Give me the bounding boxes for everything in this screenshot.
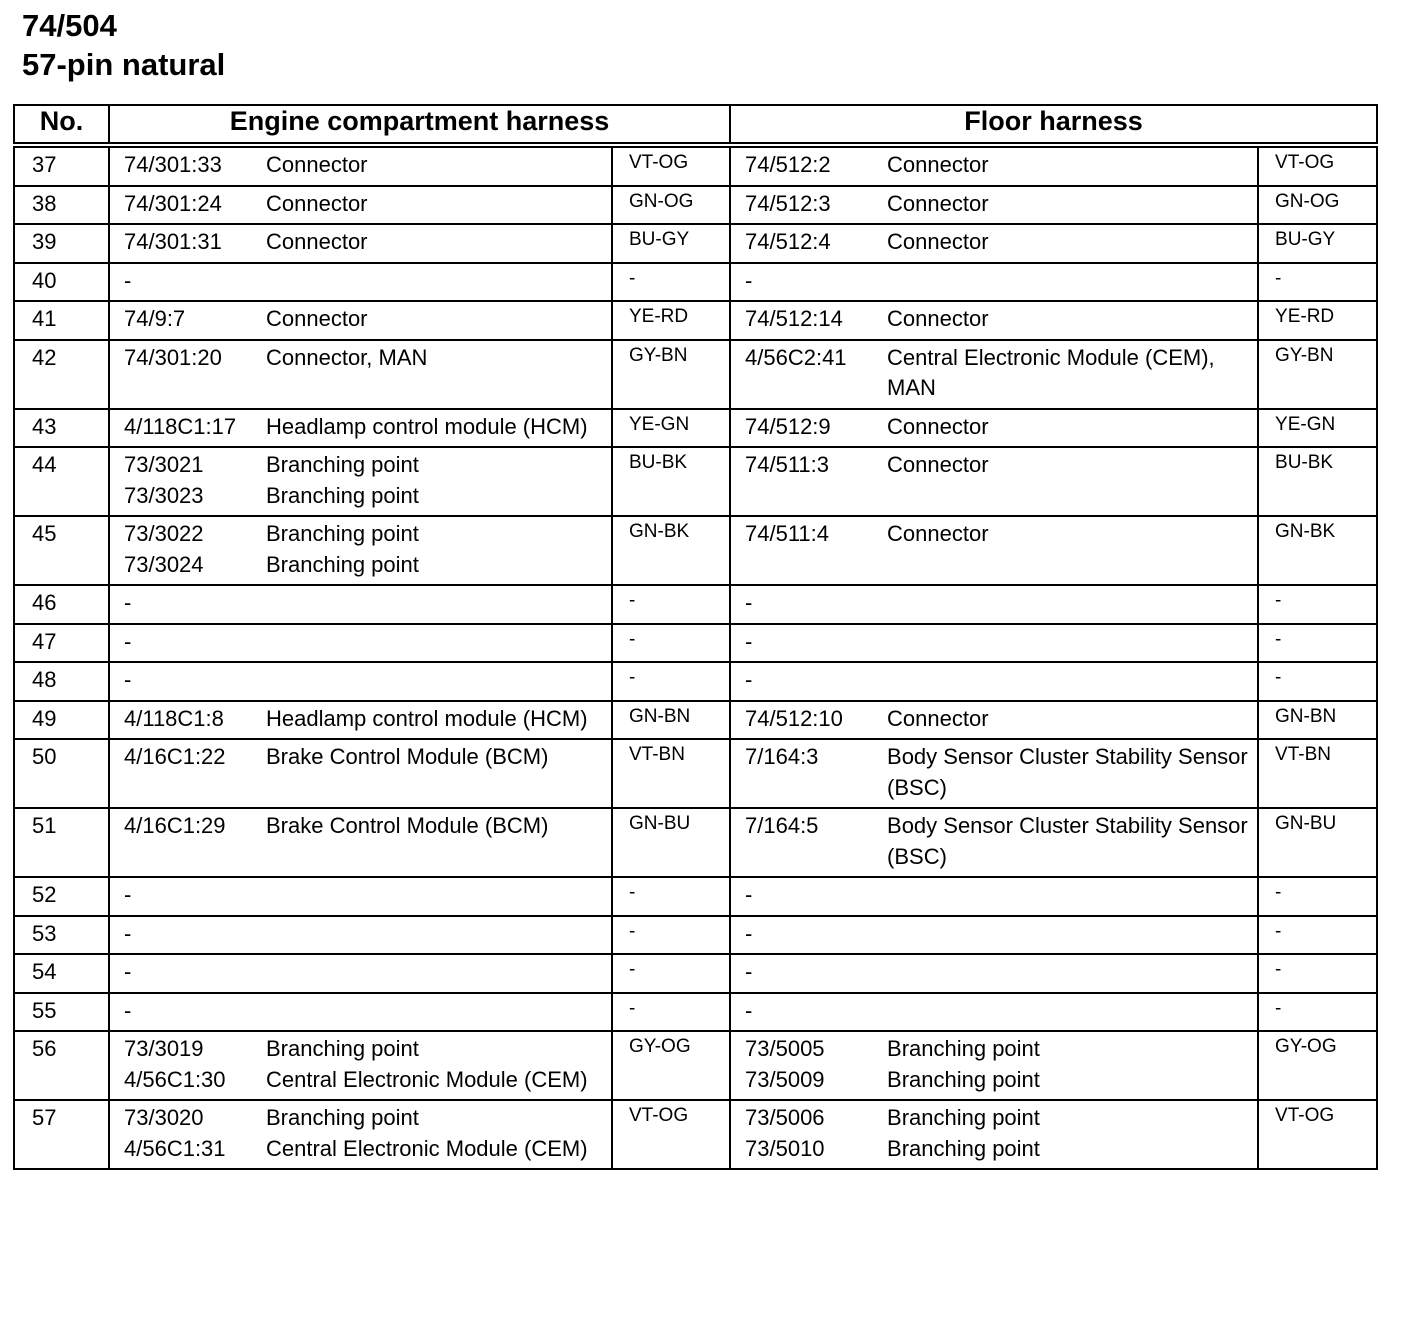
harness-entry: [124, 1065, 607, 1096]
engine-wire-color: -: [612, 662, 730, 701]
component-name: Connector: [266, 306, 368, 331]
pin-number: 47: [14, 624, 109, 663]
table-row: [14, 1100, 1377, 1169]
harness-entry: [124, 665, 607, 696]
floor-harness-cell: [730, 409, 1258, 448]
engine-wire-color: GN-BN: [612, 701, 730, 740]
floor-wire-color: GN-BN: [1258, 701, 1377, 740]
harness-entry: [745, 150, 1253, 181]
floor-harness-cell: [730, 916, 1258, 955]
table-row: [14, 263, 1377, 302]
engine-harness-cell: [109, 662, 612, 701]
engine-harness-cell: [109, 263, 612, 302]
engine-wire-color: VT-BN: [612, 739, 730, 808]
floor-harness-cell: [730, 624, 1258, 663]
harness-entry: [745, 811, 1253, 872]
connector-ref: -: [745, 667, 753, 692]
connector-ref: 74/512:10: [745, 705, 843, 731]
table-row: [14, 409, 1377, 448]
component-name: [887, 996, 1253, 1027]
component-name: Connector: [887, 705, 989, 731]
floor-harness-cell: [730, 263, 1258, 302]
pin-number: 38: [14, 186, 109, 225]
harness-entry: [124, 957, 607, 988]
floor-wire-color: GY-OG: [1258, 1031, 1377, 1100]
component-name: Connector: [266, 229, 368, 254]
floor-wire-color: BU-GY: [1258, 224, 1377, 263]
connector-ref: 74/512:3: [745, 190, 831, 216]
header-no: No.: [14, 105, 109, 145]
table-row: [14, 516, 1377, 585]
pin-number: 39: [14, 224, 109, 263]
connector-ref: 4/56C2:41: [745, 344, 847, 370]
floor-wire-color: VT-OG: [1258, 1100, 1377, 1169]
floor-wire-color: -: [1258, 662, 1377, 701]
floor-wire-color: YE-RD: [1258, 301, 1377, 340]
pin-number: 50: [14, 739, 109, 808]
engine-harness-cell: [109, 701, 612, 740]
harness-entry: [745, 412, 1253, 443]
table-row: [14, 916, 1377, 955]
engine-harness-cell: [109, 877, 612, 916]
engine-wire-color: -: [612, 916, 730, 955]
engine-harness-cell: [109, 409, 612, 448]
connector-ref: 74/512:4: [745, 229, 831, 254]
connector-ref: -: [745, 882, 753, 907]
engine-wire-color: -: [612, 624, 730, 663]
table-row: [14, 301, 1377, 340]
harness-entry: [745, 704, 1253, 735]
component-name: [887, 880, 1253, 911]
connector-ref: 73/5010: [745, 1135, 825, 1161]
engine-harness-cell: [109, 145, 612, 186]
table-row: [14, 145, 1377, 186]
component-name: [887, 588, 1253, 619]
floor-harness-cell: [730, 516, 1258, 585]
connector-ref: -: [124, 959, 132, 984]
harness-entry: [124, 627, 607, 658]
engine-harness-cell: [109, 585, 612, 624]
connector-ref: -: [745, 920, 753, 946]
engine-wire-color: GY-OG: [612, 1031, 730, 1100]
component-name: Branching point: [266, 551, 419, 577]
harness-entry: [124, 412, 607, 443]
pin-number: 57: [14, 1100, 109, 1169]
connector-ref: -: [124, 997, 132, 1023]
component-name: Connector: [887, 521, 989, 546]
harness-entry: [124, 1134, 607, 1165]
harness-entry: [745, 1134, 1253, 1165]
table-row: [14, 585, 1377, 624]
table-row: [14, 808, 1377, 877]
component-name: Branching point: [266, 521, 419, 546]
component-name: Body Sensor Cluster Stability Sensor (BSC): [887, 744, 1248, 800]
harness-entry: [124, 996, 607, 1027]
connector-ref: 74/9:7: [124, 306, 186, 331]
harness-entry: [745, 627, 1253, 658]
pin-number: 45: [14, 516, 109, 585]
engine-wire-color: -: [612, 954, 730, 993]
component-name: Connector: [266, 152, 368, 177]
pin-number: 44: [14, 447, 109, 516]
floor-wire-color: VT-BN: [1258, 739, 1377, 808]
floor-wire-color: VT-OG: [1258, 145, 1377, 186]
floor-harness-cell: [730, 186, 1258, 225]
pin-number: 53: [14, 916, 109, 955]
header-floor-harness: Floor harness: [730, 105, 1377, 145]
floor-harness-cell: [730, 224, 1258, 263]
harness-entry: [124, 1103, 607, 1134]
connector-ref: -: [745, 997, 753, 1023]
floor-wire-color: -: [1258, 263, 1377, 302]
engine-harness-cell: [109, 916, 612, 955]
component-name: [266, 880, 607, 911]
floor-harness-cell: [730, 877, 1258, 916]
engine-wire-color: -: [612, 263, 730, 302]
floor-wire-color: GN-BU: [1258, 808, 1377, 877]
floor-wire-color: -: [1258, 954, 1377, 993]
component-name: [887, 919, 1253, 950]
pin-number: 54: [14, 954, 109, 993]
harness-entry: [745, 304, 1253, 335]
harness-entry: [124, 519, 607, 550]
harness-entry: [124, 266, 607, 297]
engine-harness-cell: [109, 447, 612, 516]
engine-wire-color: YE-GN: [612, 409, 730, 448]
engine-harness-cell: [109, 1100, 612, 1169]
harness-entry: [124, 550, 607, 581]
engine-harness-cell: [109, 340, 612, 409]
component-name: [266, 996, 607, 1027]
engine-wire-color: VT-OG: [612, 145, 730, 186]
connector-ref: -: [124, 267, 132, 293]
harness-entry: [745, 1065, 1253, 1096]
component-name: Branching point: [887, 1066, 1040, 1092]
connector-id-title: 74/504: [22, 8, 117, 43]
harness-entry: [124, 450, 607, 481]
harness-entry: [745, 588, 1253, 619]
pin-number: 51: [14, 808, 109, 877]
harness-entry: [745, 519, 1253, 550]
component-name: Branching point: [266, 1105, 419, 1130]
harness-entry: [745, 343, 1253, 404]
connector-ref: 4/118C1:8: [124, 705, 224, 731]
harness-entry: [124, 304, 607, 335]
engine-wire-color: GN-BK: [612, 516, 730, 585]
connector-ref: 74/511:3: [745, 452, 830, 477]
floor-harness-cell: [730, 1100, 1258, 1169]
table-row: [14, 877, 1377, 916]
floor-harness-cell: [730, 808, 1258, 877]
engine-wire-color: YE-RD: [612, 301, 730, 340]
pin-number: 42: [14, 340, 109, 409]
harness-entry: [124, 588, 607, 619]
engine-wire-color: BU-BK: [612, 447, 730, 516]
floor-wire-color: GN-BK: [1258, 516, 1377, 585]
engine-wire-color: VT-OG: [612, 1100, 730, 1169]
floor-wire-color: BU-BK: [1258, 447, 1377, 516]
harness-entry: [745, 880, 1253, 911]
table-row: [14, 224, 1377, 263]
engine-harness-cell: [109, 516, 612, 585]
harness-entry: [124, 880, 607, 911]
pin-number: 55: [14, 993, 109, 1032]
pin-number: 52: [14, 877, 109, 916]
pin-number: 37: [14, 145, 109, 186]
component-name: Connector: [887, 306, 989, 331]
table-row: [14, 186, 1377, 225]
connector-ref: 4/16C1:29: [124, 813, 226, 838]
component-name: [887, 665, 1253, 696]
table-row: [14, 701, 1377, 740]
component-name: Connector, MAN: [266, 344, 428, 370]
harness-entry: [124, 343, 607, 374]
floor-wire-color: -: [1258, 877, 1377, 916]
component-name: Connector: [887, 413, 989, 439]
connector-ref: 74/512:9: [745, 413, 831, 439]
component-name: Central Electronic Module (CEM), MAN: [887, 344, 1215, 400]
component-name: Brake Control Module (BCM): [266, 813, 549, 838]
harness-entry: [124, 481, 607, 512]
connector-ref: 73/3024: [124, 551, 204, 577]
engine-wire-color: GN-OG: [612, 186, 730, 225]
component-name: Central Electronic Module (CEM): [266, 1135, 588, 1161]
table-row: [14, 954, 1377, 993]
table-row: [14, 739, 1377, 808]
floor-wire-color: -: [1258, 624, 1377, 663]
component-name: [266, 957, 607, 988]
connector-ref: 4/16C1:22: [124, 744, 226, 769]
connector-ref: 7/164:5: [745, 813, 819, 838]
engine-harness-cell: [109, 954, 612, 993]
table-body: [14, 145, 1377, 1169]
harness-entry: [124, 189, 607, 220]
connector-ref: 73/3023: [124, 482, 204, 508]
connector-ref: 73/5005: [745, 1036, 825, 1061]
component-name: Connector: [887, 190, 989, 216]
component-name: Body Sensor Cluster Stability Sensor (BSC): [887, 813, 1248, 869]
harness-entry: [745, 1034, 1253, 1065]
harness-entry: [745, 1103, 1253, 1134]
floor-harness-cell: [730, 145, 1258, 186]
component-name: [266, 588, 607, 619]
engine-harness-cell: [109, 301, 612, 340]
component-name: Branching point: [887, 1135, 1040, 1161]
floor-harness-cell: [730, 954, 1258, 993]
connector-ref: 74/301:33: [124, 152, 222, 177]
connector-ref: 73/5009: [745, 1066, 825, 1092]
component-name: Connector: [887, 229, 989, 254]
connector-ref: 73/3022: [124, 521, 204, 546]
connector-ref: 7/164:3: [745, 744, 819, 769]
component-name: [266, 627, 607, 658]
connector-ref: 73/3020: [124, 1105, 204, 1130]
engine-harness-cell: [109, 1031, 612, 1100]
connector-description-title: 57-pin natural: [22, 47, 226, 82]
connector-ref: -: [124, 920, 132, 946]
table-row: [14, 447, 1377, 516]
harness-entry: [124, 811, 607, 842]
floor-harness-cell: [730, 662, 1258, 701]
component-name: Central Electronic Module (CEM): [266, 1066, 588, 1092]
table-row: [14, 340, 1377, 409]
engine-harness-cell: [109, 624, 612, 663]
harness-entry: [745, 266, 1253, 297]
engine-wire-color: -: [612, 993, 730, 1032]
floor-wire-color: -: [1258, 993, 1377, 1032]
table-row: [14, 1031, 1377, 1100]
engine-harness-cell: [109, 186, 612, 225]
harness-entry: [124, 704, 607, 735]
pinout-table: [13, 104, 1378, 1170]
component-name: [887, 957, 1253, 988]
harness-entry: [124, 1034, 607, 1065]
engine-harness-cell: [109, 993, 612, 1032]
table-row: [14, 624, 1377, 663]
harness-entry: [745, 957, 1253, 988]
pin-number: 43: [14, 409, 109, 448]
component-name: Branching point: [887, 1105, 1040, 1130]
floor-harness-cell: [730, 993, 1258, 1032]
connector-ref: -: [124, 667, 132, 692]
connector-ref: 73/3021: [124, 452, 204, 477]
component-name: Brake Control Module (BCM): [266, 744, 549, 769]
harness-entry: [124, 227, 607, 258]
floor-harness-cell: [730, 585, 1258, 624]
engine-harness-cell: [109, 224, 612, 263]
connector-ref: -: [745, 959, 753, 984]
component-name: [266, 919, 607, 950]
table-header-row: [14, 105, 1377, 145]
connector-ref: 4/118C1:17: [124, 413, 237, 439]
floor-harness-cell: [730, 1031, 1258, 1100]
pin-number: 40: [14, 263, 109, 302]
pin-number: 48: [14, 662, 109, 701]
component-name: Connector: [887, 152, 989, 177]
connector-ref: 73/3019: [124, 1036, 204, 1061]
component-name: [266, 665, 607, 696]
component-name: Connector: [887, 452, 989, 477]
connector-ref: 74/511:4: [745, 521, 830, 546]
pin-number: 56: [14, 1031, 109, 1100]
harness-entry: [745, 665, 1253, 696]
connector-ref: 74/512:14: [745, 306, 843, 331]
connector-ref: 74/301:20: [124, 344, 222, 370]
floor-wire-color: GN-OG: [1258, 186, 1377, 225]
connector-ref: -: [745, 628, 753, 654]
component-name: Connector: [266, 190, 368, 216]
pin-number: 41: [14, 301, 109, 340]
harness-entry: [745, 742, 1253, 803]
component-name: [887, 266, 1253, 297]
header-engine-harness: Engine compartment harness: [109, 105, 730, 145]
connector-ref: -: [124, 590, 132, 615]
connector-ref: -: [124, 628, 132, 654]
harness-entry: [745, 919, 1253, 950]
table-row: [14, 662, 1377, 701]
harness-entry: [124, 150, 607, 181]
connector-ref: 74/301:31: [124, 229, 222, 254]
harness-entry: [745, 227, 1253, 258]
floor-harness-cell: [730, 739, 1258, 808]
connector-ref: -: [124, 882, 132, 907]
harness-entry: [124, 919, 607, 950]
floor-harness-cell: [730, 340, 1258, 409]
floor-harness-cell: [730, 701, 1258, 740]
harness-entry: [745, 450, 1253, 481]
component-name: Headlamp control module (HCM): [266, 413, 588, 439]
engine-wire-color: -: [612, 877, 730, 916]
connector-ref: 4/56C1:31: [124, 1135, 226, 1161]
engine-harness-cell: [109, 808, 612, 877]
component-name: [887, 627, 1253, 658]
harness-entry: [745, 996, 1253, 1027]
harness-entry: [124, 742, 607, 773]
connector-ref: 74/301:24: [124, 190, 222, 216]
component-name: Branching point: [266, 1036, 419, 1061]
connector-ref: 4/56C1:30: [124, 1066, 226, 1092]
engine-wire-color: BU-GY: [612, 224, 730, 263]
engine-wire-color: GY-BN: [612, 340, 730, 409]
floor-wire-color: -: [1258, 585, 1377, 624]
floor-wire-color: -: [1258, 916, 1377, 955]
pin-number: 46: [14, 585, 109, 624]
floor-wire-color: YE-GN: [1258, 409, 1377, 448]
engine-wire-color: -: [612, 585, 730, 624]
table-row: [14, 993, 1377, 1032]
connector-ref: 74/512:2: [745, 152, 831, 177]
component-name: Branching point: [266, 452, 419, 477]
harness-entry: [745, 189, 1253, 220]
pin-number: 49: [14, 701, 109, 740]
component-name: Branching point: [266, 482, 419, 508]
connector-ref: -: [745, 267, 753, 293]
connector-ref: -: [745, 590, 753, 615]
engine-harness-cell: [109, 739, 612, 808]
engine-wire-color: GN-BU: [612, 808, 730, 877]
component-name: Headlamp control module (HCM): [266, 705, 588, 731]
component-name: [266, 266, 607, 297]
floor-harness-cell: [730, 301, 1258, 340]
connector-ref: 73/5006: [745, 1105, 825, 1130]
floor-harness-cell: [730, 447, 1258, 516]
component-name: Branching point: [887, 1036, 1040, 1061]
floor-wire-color: GY-BN: [1258, 340, 1377, 409]
